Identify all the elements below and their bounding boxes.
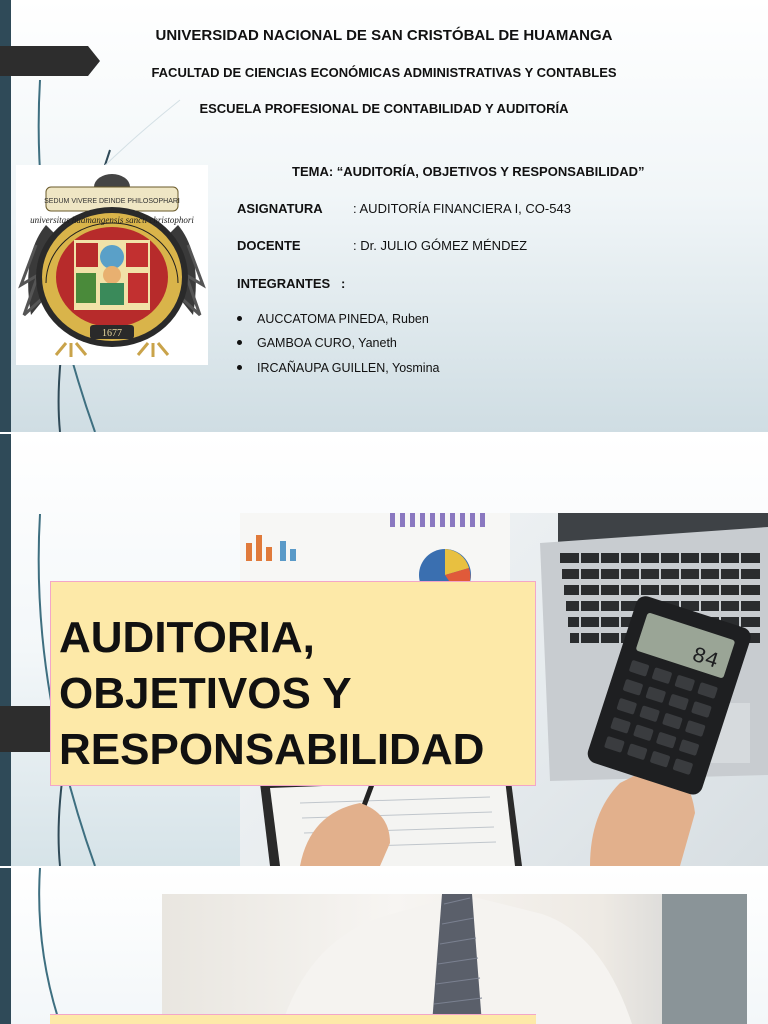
teacher-label: DOCENTE <box>237 238 301 253</box>
member-name: AUCCATOMA PINEDA, Ruben <box>257 312 429 326</box>
next-slide-partial <box>0 868 768 1024</box>
university-crest <box>16 165 208 365</box>
crest-ribbon-text: SEDUM VIVERE DEINDE PHILOSOPHARI <box>44 198 180 205</box>
title-line-2: OBJETIVOS Y <box>59 669 352 718</box>
school-name: ESCUELA PROFESIONAL DE CONTABILIDAD Y AUDITORÍA <box>199 101 569 116</box>
university-name: UNIVERSIDAD NACIONAL DE SAN CRISTÓBAL DE HUAMANGA <box>155 27 613 44</box>
member-name: IRCAÑAUPA GUILLEN, Yosmina <box>257 361 440 375</box>
bullet-icon <box>237 316 242 321</box>
slide-title-box <box>50 581 536 786</box>
topic-slide <box>0 434 768 866</box>
businessman-photo <box>162 894 747 1024</box>
slide-title-box <box>50 1014 536 1024</box>
member-name: GAMBOA CURO, Yaneth <box>257 336 397 350</box>
subject-value: : AUDITORÍA FINANCIERA I, CO-543 <box>353 201 571 216</box>
faculty-name: FACULTAD DE CIENCIAS ECONÓMICAS ADMINISTRATIVAS Y CONTABLES <box>151 65 617 80</box>
subject-label: ASIGNATURA <box>237 201 323 216</box>
teacher-value: : Dr. JULIO GÓMEZ MÉNDEZ <box>353 238 528 253</box>
bullet-icon <box>237 340 242 345</box>
members-label: INTEGRANTES : <box>237 276 346 291</box>
member-item <box>237 336 397 350</box>
title-line-3: RESPONSABILIDAD <box>59 725 485 774</box>
calculator-display: 84 <box>688 642 722 675</box>
member-item <box>237 312 429 326</box>
crest-ring-text: universitas huamangensis sancti christophori <box>30 215 194 225</box>
bullet-icon <box>237 365 242 370</box>
member-item <box>237 361 439 375</box>
title-line-1: AUDITORIA, <box>59 613 315 662</box>
title-slide <box>0 0 768 432</box>
crest-year: 1677 <box>102 328 122 339</box>
topic-line: TEMA: “AUDITORÍA, OBJETIVOS Y RESPONSABILIDAD” <box>292 164 645 179</box>
